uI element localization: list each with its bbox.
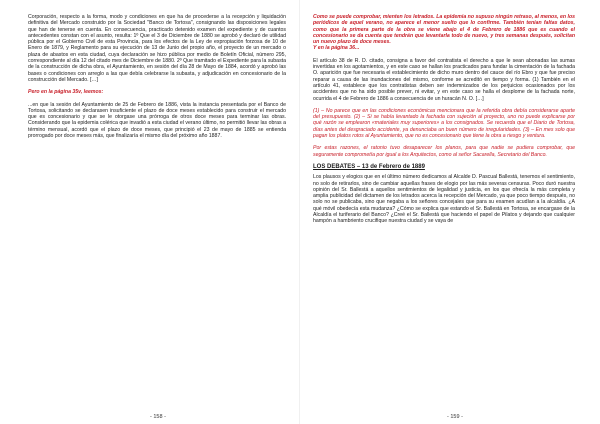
left-paragraph-1: Corporación, respecto a la forma, modo y condiciones en que ha de procederse a la recepción y liquidación definitiva del Mercado construido por la Sociedad "Banco de Tortosa", consignando las disposiciones legales que han de tenerse en cuenta. En consecuencia, practicado detenido examen del expediente y de cuantos antecedentes constan con el asunto, resulta: 1º Que el 3 de Diciembre de 1880 se aprobó y declaró de utilidad pública por el Gobierno Civil de esta Provincia, para los efectos de la Ley de expropiación forzosa de 10 de Enero de 1879, y Reglamento para su ejecución de 13 de Junio del propio año, el proyecto de un mercado o plaza de abastos en esta ciudad, cuya declaración se hizo pública por medio de Boletín Oficial, número 295, correspondiente al día 12 del citado mes de Diciembre de 1880. 2º Que tramitado el Expediente para la subasta de la construcción de dicha obra, el Ayuntamiento, en sesión del día 28 de Mayo de 1884, acordó y aprobó las bases o condiciones con arreglo a las que debía celebrarse la subasta, y adjudicación en concesionario de la construcción del Mercado. […] xyxy=(28,14,286,83)
left-quote-intro: Pero en la página 35v, leemos: xyxy=(28,89,104,96)
right-page xyxy=(313,14,575,414)
left-paragraph-2: ...en que la sesión del Ayuntamiento de 25 de Febrero de 1886, vista la instancia presentada por el Banco de Tortosa, solicitando se declarasen insuficiente el plazo de doce meses establecido para construir el mercado que es concesionario y que se le otorgase una prórroga de otros doce meses para terminar las obras. Considerando que la epidemia colérica que invadió a esta ciudad el verano último, no permitió llevar las obras a término mensual, acordó que el plazo de doce meses, que principió el 23 de mayo de 1885 se entienda prorrogado por doce meses más, que finalizaría el mismo día del próximo año 1887. xyxy=(28,101,286,140)
section-heading: LOS DEBATES – 13 de Febrero de 1889 xyxy=(313,163,425,170)
page-number-left: - 158 - xyxy=(150,414,166,420)
right-commentary-1 xyxy=(313,14,575,52)
right-footnote-commentary: (1) – No parece que en las condiciones económicas mencionara que la referida obra debía considerarse aparte del presupuesto. (2) – Si se había levantado la fachada con sujeción al proyecto, uno no puede explicarse por qué razón se emplearon «materiales muy superiores» a los consignados. Se recuerda que el Diario de Tortosa, días antes del desgraciado accidente, ya denunciaba un buen número de irregularidades. (3) – En mes solo que pagan los platos rotos al Ayuntamiento, que no es concesionario que tiene la obra a riesgo y ventura. xyxy=(313,107,575,140)
page-number-right: - 159 - xyxy=(447,414,463,420)
right-commentary-1-text: Como se puede comprobar, mienten los letrados. La epidemia no supuso ningún retraso, al menos, en los periódicos de aquel verano, no aparece el menor suelto que lo confirme. También tenían faltas datos, como que la primera parte de la obra se viene abajo el 4 de Febrero de 1886 que es cuando el concesionario se da cuenta que tendrán que levantarla todo de nuevo, y tres semanas después, solicitan un nuevo plazo de doce meses. xyxy=(313,14,575,46)
page-gutter xyxy=(299,0,300,424)
left-page xyxy=(28,14,286,414)
right-commentary-2: Por estas razones, el ratonio tuvo desaparecer los planos, para que nadie se pudiera comprobar, que seguramente comprometía por igual a los Arquitectos, como al señor Sacarella, Secretario del Banco. xyxy=(313,145,575,158)
right-paragraph-1: El artículo 38 de R. D. citado, consigna a favor del contratista el derecho a que le sean abonadas las sumas invertidas en los agotamientos, y en este caso se hallan los practicados para fundar la cimentación de la fachada O. aparición que fue necesaria el establecimiento de dicho muro dentro del cauce del río Ebro y que fue preciso reparar a causa de las inundaciones del mismo, conforme se acreditó en tiempo y forma. (1) También en el artículo 41, establece que los contratistas deben ser indemnizados de los perjuicios ocasionados por los accidentes que no ha sido posible prever, ni evitar, y en este caso se halla el desplome de la fachada norte, ocurrida el 4 de Febrero de 1886 a consecuencia de un huracán N. O. […] xyxy=(313,57,575,102)
right-paragraph-2: Los plausos y elogios que en el último número dedicamos al Alcalde D. Pascual Ballestá, tenemos el sentimiento, no solo de retirarlos, sino de cambiar aquellas frases de elogio por las más severas censuras. Poco duró nuestra opinión del Sr. Ballestá a aquellos sentimientos de legalidad y justicia, en los que ofrecía la más completa y amplia publicidad del dictamen de los letrados acerca la recepción del Mercado, ya que poco tiempo después, no solo no se publicaba, sino que negaba a los señores concejales que para su examen acudían a la alcaldía. ¿A qué móvil obedecía esta mudanza? ¿Cómo se explica que estando el Sr. Ballestá en Tortosa, se encargase de la Alcaldía el turiferario del Banco? ¿Creé el Sr. Ballestá que haciendo el papel de Pilatos y dejando que cualquier hampón a hambriento crucifique nuestra ciudad y se vaya de xyxy=(313,174,575,225)
right-commentary-1-tail: Y en la página 36... xyxy=(313,45,360,52)
